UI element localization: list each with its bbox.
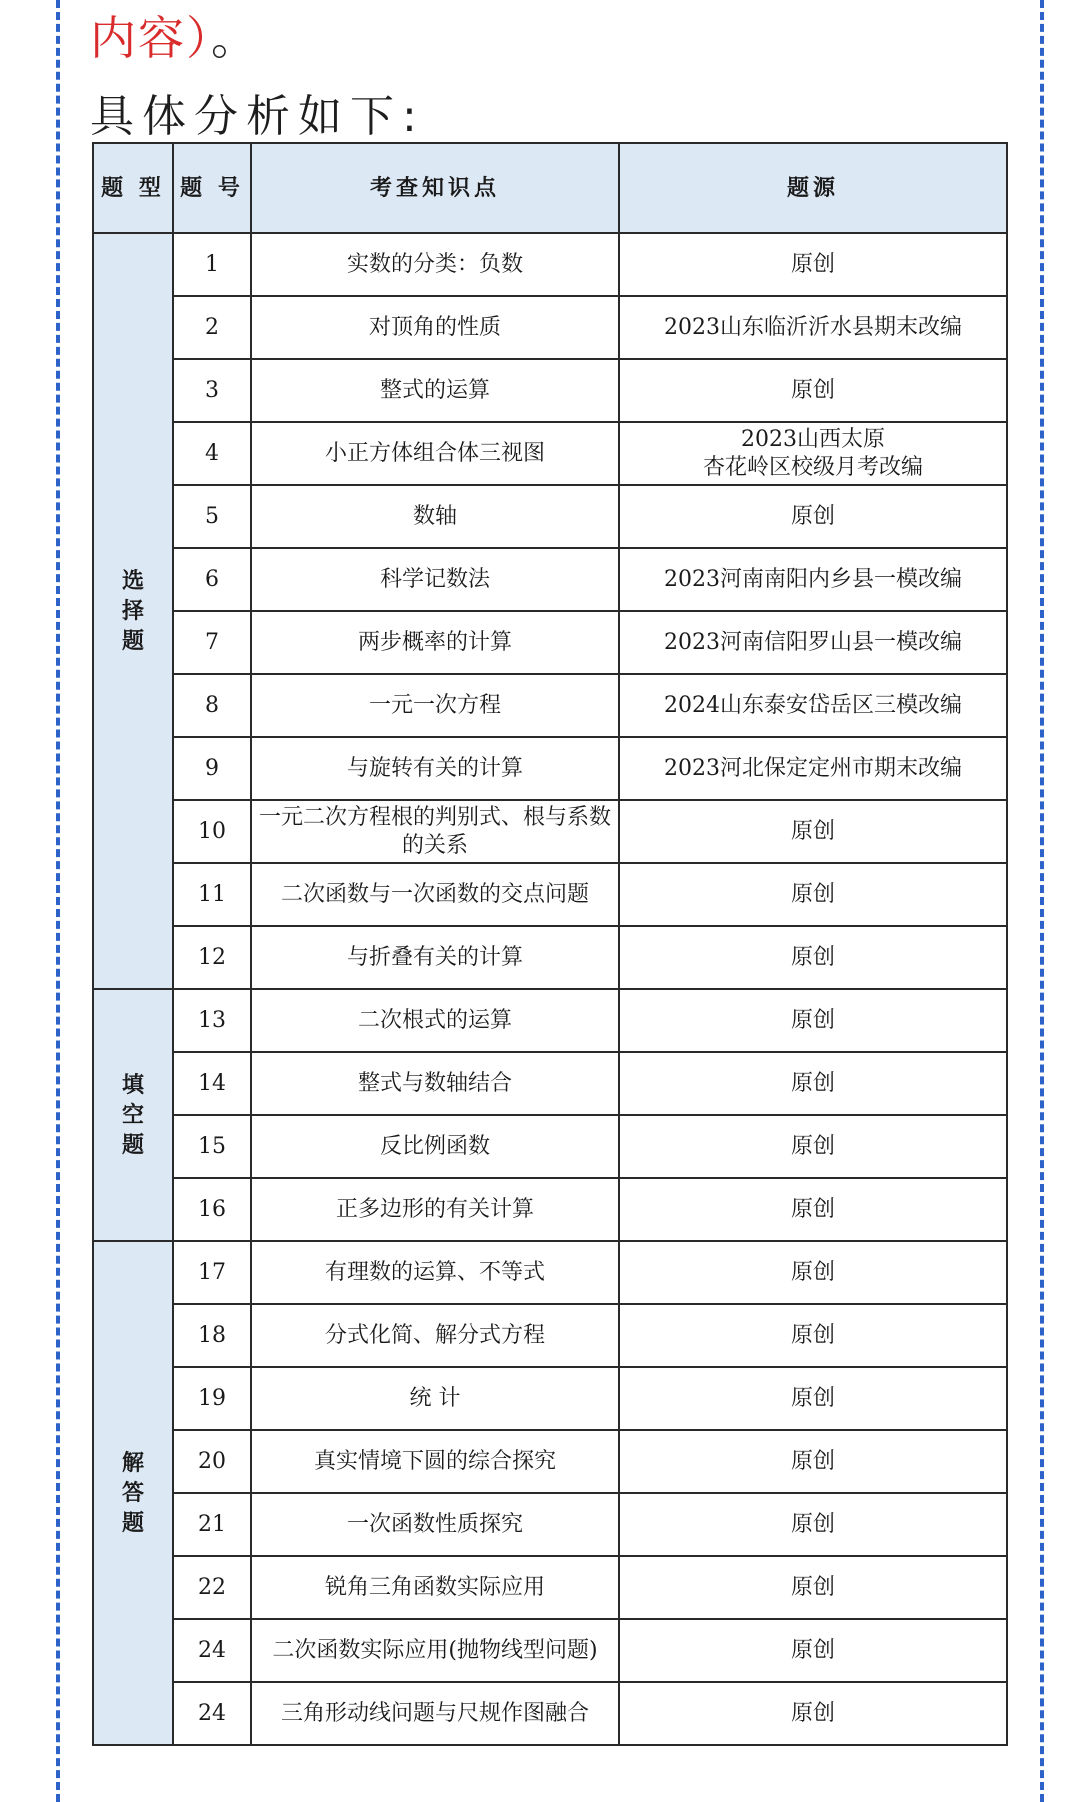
question-source-cell: 2023山东临沂沂水县期末改编 (619, 296, 1007, 359)
question-number-cell: 12 (173, 926, 251, 989)
question-source-cell: 原创 (619, 1493, 1007, 1556)
question-source-cell: 2023河南信阳罗山县一模改编 (619, 611, 1007, 674)
question-number-cell: 10 (173, 800, 251, 863)
question-source-cell: 原创 (619, 1556, 1007, 1619)
question-number-cell: 11 (173, 863, 251, 926)
question-source-cell: 原创 (619, 1304, 1007, 1367)
knowledge-point-cell: 整式的运算 (251, 359, 619, 422)
question-source-cell: 原创 (619, 485, 1007, 548)
question-source-cell: 2023山西太原 杏花岭区校级月考改编 (619, 422, 1007, 485)
question-type-label: 选择题 (122, 568, 145, 654)
table-row (93, 485, 1007, 548)
question-source-cell: 原创 (619, 926, 1007, 989)
question-source-cell: 2024山东泰安岱岳区三模改编 (619, 674, 1007, 737)
table-row (93, 737, 1007, 800)
table-row (93, 674, 1007, 737)
knowledge-point-cell: 与折叠有关的计算 (251, 926, 619, 989)
knowledge-point-cell: 一元二次方程根的判别式、根与系数的关系 (251, 800, 619, 863)
question-number-cell: 17 (173, 1241, 251, 1304)
table-header-row (93, 143, 1007, 233)
table-body (93, 233, 1007, 1745)
question-number-cell: 13 (173, 989, 251, 1052)
question-source-cell: 原创 (619, 863, 1007, 926)
question-source-cell: 原创 (619, 1241, 1007, 1304)
question-source-cell: 原创 (619, 359, 1007, 422)
question-source-cell: 原创 (619, 1052, 1007, 1115)
page-frame-left (56, 0, 60, 1802)
question-number-cell: 2 (173, 296, 251, 359)
question-number-cell: 22 (173, 1556, 251, 1619)
question-number-cell: 15 (173, 1115, 251, 1178)
table-row (93, 1115, 1007, 1178)
knowledge-point-cell: 与旋转有关的计算 (251, 737, 619, 800)
knowledge-point-cell: 反比例函数 (251, 1115, 619, 1178)
question-type-label: 填空题 (122, 1072, 145, 1158)
knowledge-point-cell: 科学记数法 (251, 548, 619, 611)
table-row (93, 1052, 1007, 1115)
table-row (93, 1430, 1007, 1493)
question-number-cell: 4 (173, 422, 251, 485)
question-source-cell: 原创 (619, 800, 1007, 863)
knowledge-point-cell: 真实情境下圆的综合探究 (251, 1430, 619, 1493)
table-row (93, 233, 1007, 296)
question-type-cell (93, 989, 173, 1241)
knowledge-point-cell: 二次函数实际应用(抛物线型问题) (251, 1619, 619, 1682)
knowledge-point-cell: 分式化简、解分式方程 (251, 1304, 619, 1367)
knowledge-point-cell: 一次函数性质探究 (251, 1493, 619, 1556)
question-source-cell: 原创 (619, 233, 1007, 296)
knowledge-point-cell: 二次函数与一次函数的交点问题 (251, 863, 619, 926)
table-row (93, 359, 1007, 422)
section-subtitle: 具体分析如下: (90, 91, 425, 142)
question-number-cell: 24 (173, 1682, 251, 1745)
question-type-cell (93, 233, 173, 989)
question-number-cell: 16 (173, 1178, 251, 1241)
knowledge-point-cell: 二次根式的运算 (251, 989, 619, 1052)
knowledge-point-cell: 有理数的运算、不等式 (251, 1241, 619, 1304)
knowledge-point-cell: 对顶角的性质 (251, 296, 619, 359)
question-number-cell: 18 (173, 1304, 251, 1367)
question-source-cell: 原创 (619, 989, 1007, 1052)
question-source-cell: 原创 (619, 1367, 1007, 1430)
page-frame-right (1040, 0, 1044, 1802)
question-source-cell: 原创 (619, 1619, 1007, 1682)
heading-red-tail: 。 (211, 11, 259, 65)
question-number-cell: 6 (173, 548, 251, 611)
question-source-cell: 原创 (619, 1178, 1007, 1241)
table-row (93, 1304, 1007, 1367)
table-row (93, 1367, 1007, 1430)
table-row (93, 1241, 1007, 1304)
table-row (93, 989, 1007, 1052)
table-row (93, 1682, 1007, 1745)
table-row (93, 611, 1007, 674)
header-topic: 考查知识点 (251, 143, 619, 233)
heading-red-text: 内容） (90, 11, 211, 65)
knowledge-point-cell: 一元一次方程 (251, 674, 619, 737)
table-row (93, 1556, 1007, 1619)
table-row (93, 1493, 1007, 1556)
question-source-cell: 2023河北保定定州市期末改编 (619, 737, 1007, 800)
question-number-cell: 20 (173, 1430, 251, 1493)
question-source-cell: 原创 (619, 1430, 1007, 1493)
table-row (93, 800, 1007, 863)
table-row (93, 1619, 1007, 1682)
knowledge-point-cell: 统 计 (251, 1367, 619, 1430)
header-type: 题 型 (93, 143, 173, 233)
table-row (93, 296, 1007, 359)
question-source-cell: 原创 (619, 1682, 1007, 1745)
knowledge-point-cell: 实数的分类：负数 (251, 233, 619, 296)
knowledge-point-cell: 三角形动线问题与尺规作图融合 (251, 1682, 619, 1745)
question-number-cell: 9 (173, 737, 251, 800)
question-number-cell: 7 (173, 611, 251, 674)
analysis-table (92, 142, 1008, 1746)
knowledge-point-cell: 小正方体组合体三视图 (251, 422, 619, 485)
question-number-cell: 5 (173, 485, 251, 548)
question-number-cell: 8 (173, 674, 251, 737)
header-source: 题源 (619, 143, 1007, 233)
question-number-cell: 3 (173, 359, 251, 422)
question-source-cell: 2023河南南阳内乡县一模改编 (619, 548, 1007, 611)
table-row (93, 548, 1007, 611)
question-type-label: 解答题 (122, 1450, 145, 1536)
knowledge-point-cell: 两步概率的计算 (251, 611, 619, 674)
knowledge-point-cell: 数轴 (251, 485, 619, 548)
knowledge-point-cell: 整式与数轴结合 (251, 1052, 619, 1115)
table-row (93, 422, 1007, 485)
question-number-cell: 1 (173, 233, 251, 296)
question-number-cell: 24 (173, 1619, 251, 1682)
question-source-cell: 原创 (619, 1115, 1007, 1178)
question-number-cell: 19 (173, 1367, 251, 1430)
heading-fragment (90, 2, 259, 68)
table-row (93, 863, 1007, 926)
question-type-cell (93, 1241, 173, 1745)
knowledge-point-cell: 锐角三角函数实际应用 (251, 1556, 619, 1619)
question-number-cell: 14 (173, 1052, 251, 1115)
question-number-cell: 21 (173, 1493, 251, 1556)
table-row (93, 1178, 1007, 1241)
header-number: 题 号 (173, 143, 251, 233)
table-row (93, 926, 1007, 989)
knowledge-point-cell: 正多边形的有关计算 (251, 1178, 619, 1241)
